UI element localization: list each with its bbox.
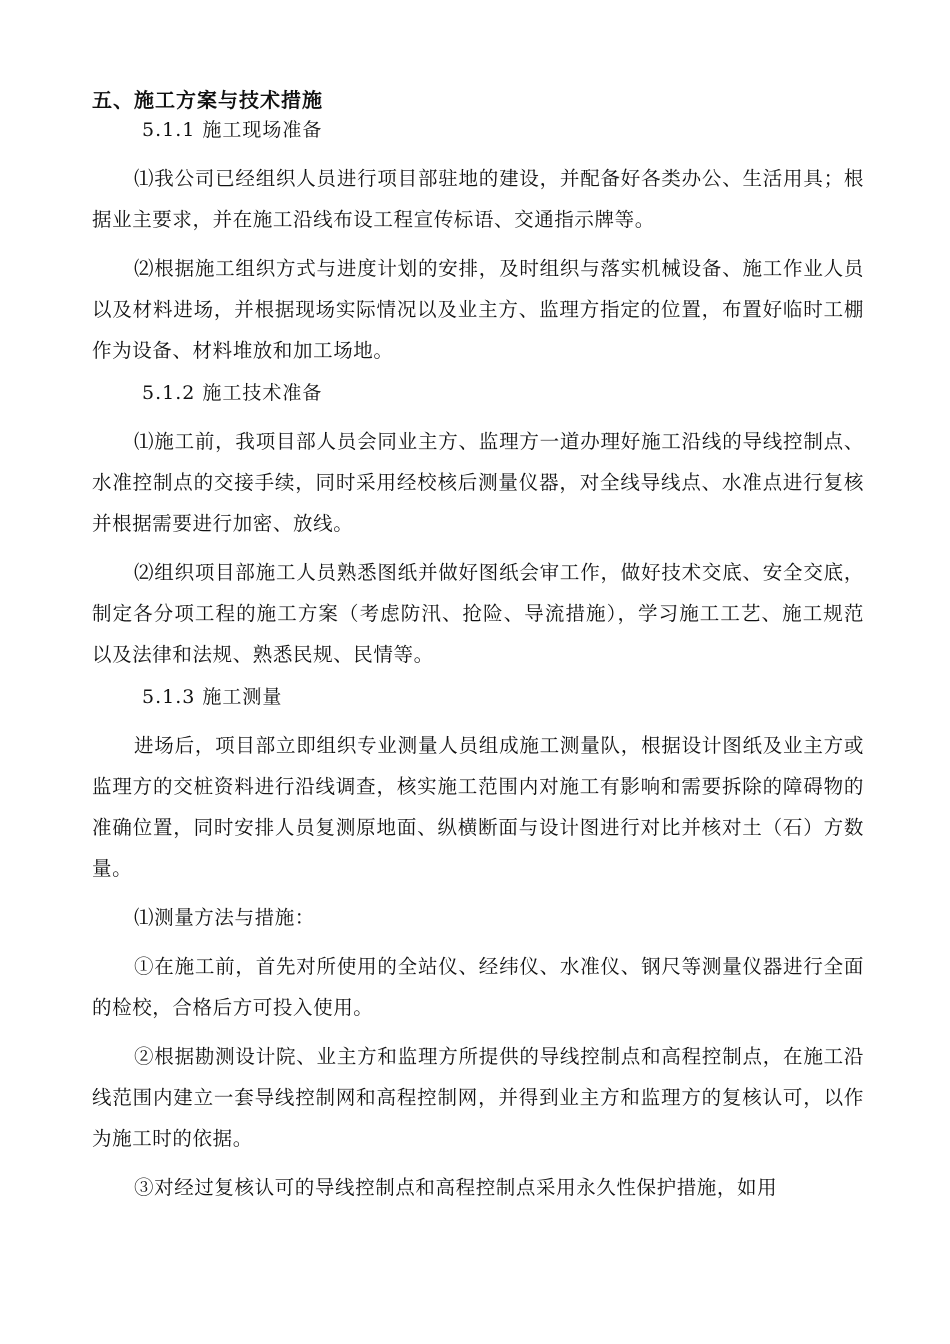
paragraph-5-1-2-1: ⑴施工前，我项目部人员会同业主方、监理方一道办理好施工沿线的导线控制点、水准控制点的交接手续，同时采用经校核后测量仪器，对全线导线点、水准点进行复核并根据需要进行加密、放线。 xyxy=(92,430,864,535)
subsection-title-5-1-2: 5.1.2 施工技术准备 xyxy=(142,382,323,404)
subsection-title-5-1-3: 5.1.3 施工测量 xyxy=(142,686,283,708)
paragraph-5-1-1-2: ⑵根据施工组织方式与进度计划的安排，及时组织与落实机械设备、施工作业人员以及材料进场，并根据现场实际情况以及业主方、监理方指定的位置，布置好临时工棚作为设备、材料堆放和加工场地。 xyxy=(92,257,864,362)
document-page xyxy=(92,86,864,1216)
paragraph-5-1-3-2: ⑴测量方法与措施： xyxy=(134,906,315,929)
paragraph-5-1-3-3: ①在施工前，首先对所使用的全站仪、经纬仪、水准仪、钢尺等测量仪器进行全面的检校，合格后方可投入使用。 xyxy=(92,955,864,1019)
paragraph-5-1-3-1: 进场后，项目部立即组织专业测量人员组成施工测量队，根据设计图纸及业主方或监理方的交桩资料进行沿线调查，核实施工范围内对施工有影响和需要拆除的障碍物的准确位置，同时安排人员复测原地面、纵横断面与设计图进行对比并核对土（石）方数量。 xyxy=(92,734,864,880)
section-heading: 五、施工方案与技术措施 xyxy=(92,88,323,112)
paragraph-5-1-2-2: ⑵组织项目部施工人员熟悉图纸并做好图纸会审工作，做好技术交底、安全交底，制定各分项工程的施工方案（考虑防汛、抢险、导流措施），学习施工工艺、施工规范以及法律和法规、熟悉民规、民情等。 xyxy=(92,561,864,666)
subsection-title-5-1-1: 5.1.1 施工现场准备 xyxy=(142,119,323,141)
paragraph-5-1-3-4: ②根据勘测设计院、业主方和监理方所提供的导线控制点和高程控制点，在施工沿线范围内建立一套导线控制网和高程控制网，并得到业主方和监理方的复核认可，以作为施工时的依据。 xyxy=(92,1045,864,1150)
paragraph-5-1-1-1: ⑴我公司已经组织人员进行项目部驻地的建设，并配备好各类办公、生活用具；根据业主要求，并在施工沿线布设工程宣传标语、交通指示牌等。 xyxy=(92,167,864,231)
paragraph-5-1-3-5: ③对经过复核认可的导线控制点和高程控制点采用永久性保护措施，如用 xyxy=(134,1176,778,1199)
